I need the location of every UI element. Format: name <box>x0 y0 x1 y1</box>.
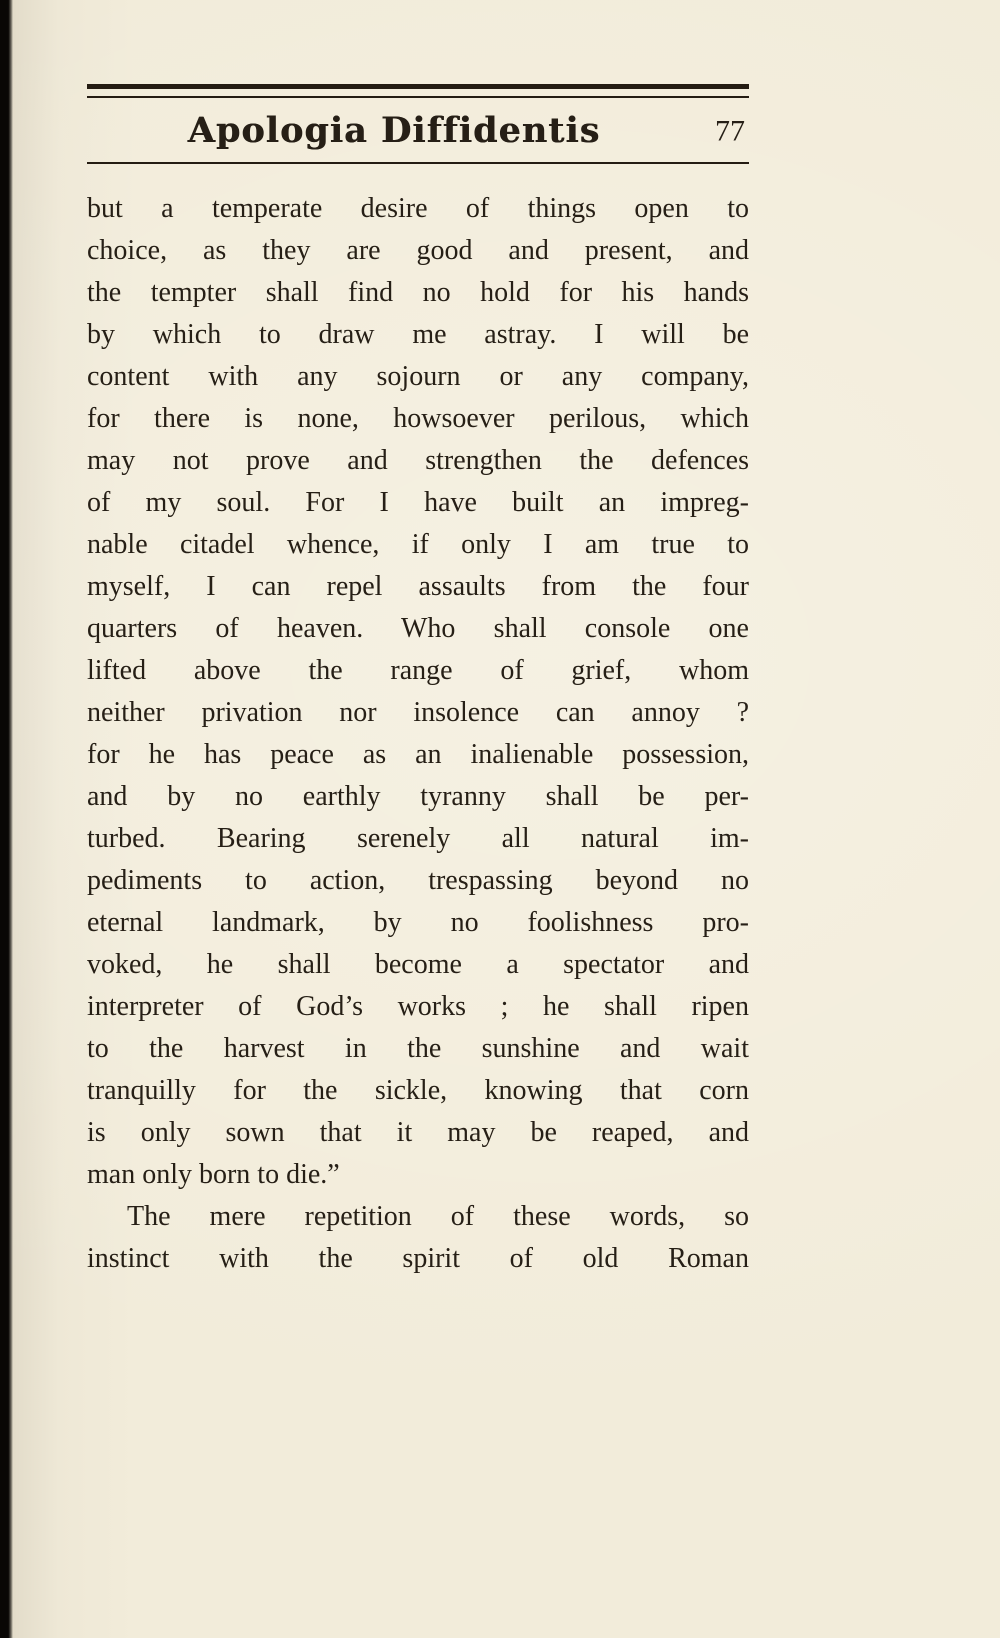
page-number: 77 <box>715 114 745 148</box>
running-header <box>87 84 749 164</box>
text-line: of my soul. For I have built an impreg- <box>87 487 749 518</box>
header-double-rule <box>87 84 749 98</box>
text-line: lifted above the range of grief, whom <box>87 655 749 686</box>
text-line: interpreter of God’s works ; he shall ripen <box>87 991 749 1022</box>
paragraph <box>87 1196 749 1280</box>
text-line: may not prove and strengthen the defences <box>87 445 749 476</box>
text-line: but a temperate desire of things open to <box>87 193 749 224</box>
page-content <box>87 84 749 1280</box>
text-line: by which to draw me astray. I will be <box>87 319 749 350</box>
body-text <box>87 188 749 1280</box>
text-line: quarters of heaven. Who shall console one <box>87 613 749 644</box>
page-header-title: Apologia Diffidentis <box>187 109 601 151</box>
text-line: for he has peace as an inalienable possession, <box>87 739 749 770</box>
text-line: choice, as they are good and present, and <box>87 235 749 266</box>
text-line: eternal landmark, by no foolishness pro- <box>87 907 749 938</box>
text-line: The mere repetition of these words, so <box>127 1201 749 1232</box>
text-line: instinct with the spirit of old Roman <box>87 1243 749 1274</box>
scan-gutter-edge <box>0 0 13 1638</box>
text-line: tranquilly for the sickle, knowing that corn <box>87 1075 749 1106</box>
text-line: and by no earthly tyranny shall be per- <box>87 781 749 812</box>
text-line: the tempter shall find no hold for his hands <box>87 277 749 308</box>
text-line: nable citadel whence, if only I am true to <box>87 529 749 560</box>
paragraph <box>87 188 749 1196</box>
header-bottom-rule <box>87 162 749 164</box>
text-line: man only born to die.” <box>87 1159 340 1190</box>
text-line: for there is none, howsoever perilous, which <box>87 403 749 434</box>
header-row <box>87 98 749 162</box>
text-line: voked, he shall become a spectator and <box>87 949 749 980</box>
text-line: turbed. Bearing serenely all natural im- <box>87 823 749 854</box>
text-line: content with any sojourn or any company, <box>87 361 749 392</box>
text-line: neither privation nor insolence can annoy ? <box>87 697 749 728</box>
text-line: myself, I can repel assaults from the four <box>87 571 749 602</box>
text-line: to the harvest in the sunshine and wait <box>87 1033 749 1064</box>
text-line: pediments to action, trespassing beyond no <box>87 865 749 896</box>
header-rule-thick <box>87 84 749 89</box>
text-line: is only sown that it may be reaped, and <box>87 1117 749 1148</box>
